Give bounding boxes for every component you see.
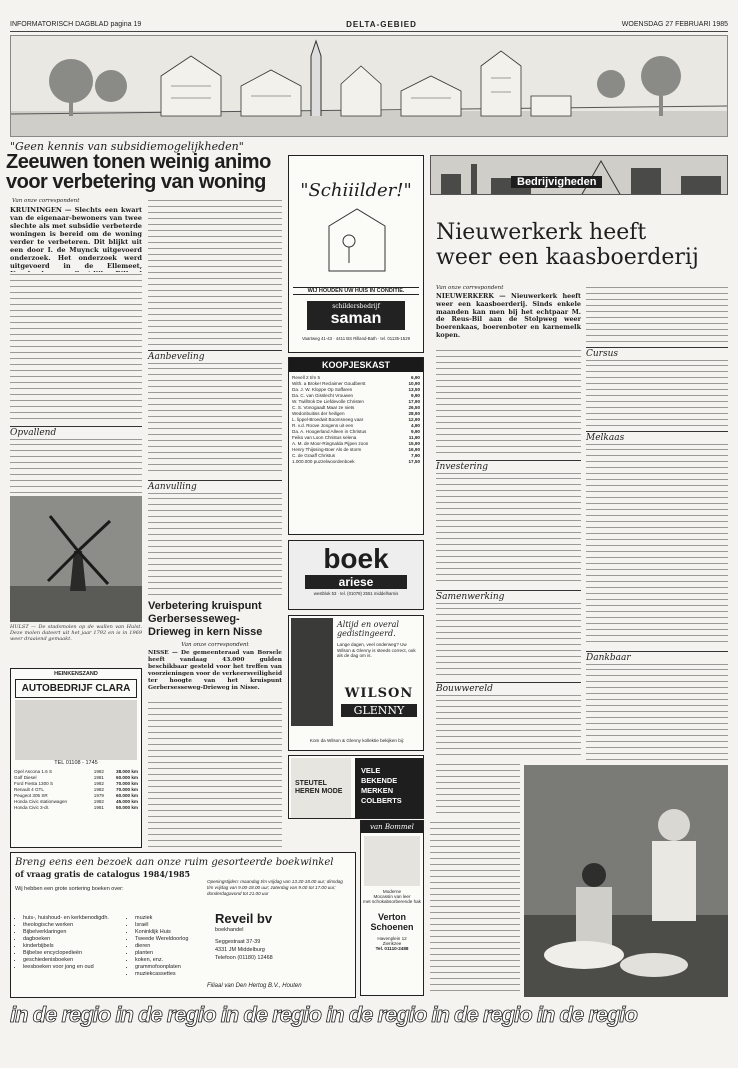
car-model: Golf Diesel	[14, 775, 37, 780]
section-heading-bouwwereld: Bouwwereld	[436, 682, 581, 696]
article1-body-col2b	[148, 366, 282, 476]
koopjeskast-title: KOOPJESKAST	[289, 358, 423, 372]
car-model: Renault 4 GTL	[14, 787, 44, 792]
header-section: DELTA-GEBIED	[346, 20, 417, 29]
book-category: • planten	[135, 950, 207, 957]
saman-quote: "Schiiilder!"	[300, 180, 412, 201]
car-year: 1982	[93, 787, 104, 792]
reveil-branch: Filiaal van Den Hertog B.V., Houten	[207, 983, 302, 989]
book-category: • dieren	[135, 943, 207, 950]
koopjeskast-item-title: L. lippel-Broedwit Boomsneeg vaar	[292, 417, 364, 422]
heren-store-name: STEUTEL HEREN MODE	[295, 780, 343, 795]
boek-word: boek	[323, 543, 389, 574]
koopjeskast-item-title: Da. C. van Gisslecht Vrouwen	[292, 393, 354, 398]
saman-address: Vaartweg 41-43 · 4411 BS Rilland-Bath · tel. 01135-1529	[302, 336, 410, 341]
cheese-farmers-photo-icon	[524, 765, 728, 997]
steutel-heren-mode-ad	[288, 755, 424, 819]
reveil-list-2	[127, 915, 207, 978]
reveil-catalog: of vraag gratis de catalogus 1984/1985	[15, 869, 191, 879]
section-heading-cursus: Cursus	[586, 347, 728, 361]
section-heading-melkaas: Melkaas	[586, 431, 728, 445]
section-heading-aanvulling: Aanvulling	[148, 480, 282, 494]
wilson-body: Lange dagen, veel onderweg? Uw Wilson & Glenny is steeds correct, ook als de dag om is.	[337, 642, 416, 659]
book-category: • Bijbelverklaringen	[23, 929, 125, 936]
article1-kicker: "Geen kennis van subsidiemogelijkheden"	[10, 140, 244, 153]
book-category: • geschiedenisboeken	[23, 957, 125, 964]
schildersbedrijf-saman-ad	[288, 155, 424, 353]
section-heading-dankbaar: Dankbaar	[586, 651, 728, 665]
car-price: 60.000 km	[116, 793, 138, 798]
clara-name: AUTOBEDRIJF CLARA	[15, 679, 137, 698]
koopjeskast-item-price: 9,90	[411, 429, 420, 434]
article2-headline: Verbetering kruispunt Gerbersesseweg-Drieweg in kern Nisse	[148, 600, 263, 638]
book-category: • Bijbelse encyclopedieën	[23, 950, 125, 957]
book-category: • grammofoonplaten	[135, 964, 207, 971]
clara-phone: TEL 01108 - 1745	[54, 760, 98, 766]
reveil-address-2: 4331 JM Middelburg	[215, 947, 265, 953]
man-in-suit-illustration	[291, 618, 333, 726]
article3-headline-line-1: Nieuwerkerk heeft	[436, 220, 647, 245]
windmill-photo-caption: HULST — De stadsmolen op de wallen van Hulst. Deze molen dateert uit het jaar 1792 en is in 1969 weer draaiend gemaakt.	[10, 624, 142, 643]
wilson-glenny-ad	[288, 615, 424, 751]
book-category: • Koninklijk Huis	[135, 929, 207, 936]
article3-lead: NIEUWERKERK — Nieuwerkerk heeft weer een kaasboerderij. Sinds enkele maanden kan men bij het echtpaar M. de Reus-Bil aan de Stolpweg weer boerenkaas, boerenboter en karnemelk kopen.	[436, 292, 581, 339]
verton-name: Verton Schoenen	[370, 912, 414, 932]
headline-line-1: Zeeuwen tonen weinig animo	[6, 151, 271, 173]
delta-gebied-banner-illustration	[10, 35, 728, 137]
book-category: • muziekcassettes	[135, 971, 207, 978]
verton-phone: Tel. 01110-2488	[375, 946, 409, 951]
windmill-icon	[10, 496, 142, 622]
koopjeskast-item-price: 11,90	[408, 435, 420, 440]
car-price: 70.000 km	[116, 787, 138, 792]
reveil-headline: Breng eens een bezoek aan onze ruim gesorteerde boekwinkel	[15, 857, 334, 868]
article3-body-f	[586, 363, 728, 427]
car-year: 1979	[93, 793, 104, 798]
reveil-name: Reveil bv	[215, 911, 273, 926]
car-year: 1982	[93, 781, 104, 786]
car-model: Opel Ascona 1.6 S	[14, 769, 53, 774]
verton-line1: Moderne	[382, 889, 402, 894]
car-price: 50.000 km	[116, 805, 138, 810]
koopjeskast-item-title: R. v.d. Roove Jongens uit een	[292, 423, 354, 428]
reveil-list-1	[15, 915, 125, 971]
in-de-regio-footer: in de regio in de regio in de regio in de regio in de regio in de regio	[10, 1002, 637, 1027]
koopjeskast-item-title: Da. J. W. Kloppe Op Saffaren	[292, 387, 353, 392]
windmill-photo	[10, 496, 142, 622]
koopjeskast-item-title: Revell 2 t/m 5	[292, 375, 321, 380]
landscape-drawing-icon	[11, 36, 728, 137]
reveil-hours: Openingstijden: maandag t/m vrijdag van 13.30-18.00 uur; dinsdag t/m vrijdag van 9.00-18.00 uur; zaterdag van 9.00 tot 17.00 uur; donderdagavond tot 21.00 uur	[207, 879, 343, 896]
article1-byline: Van onze correspondent	[12, 198, 80, 204]
koopjeskast-item-title: C. S. Vonogaadt Maar ze niets	[292, 405, 355, 410]
car-year: 1981	[93, 775, 104, 780]
article3-headline-line-2: weer een kaasboerderij	[436, 245, 699, 270]
article3-byline: Van onze correspondent	[436, 285, 504, 291]
car-model: Peugeot 305 SR	[14, 793, 48, 798]
reveil-sub: boekhandel	[215, 927, 244, 933]
verton-line2: Mocassin van leer	[373, 894, 411, 899]
koopjeskast-item-price: 28,90	[408, 411, 420, 416]
book-category: • koken, enz.	[135, 957, 207, 964]
reveil-address-1: Seggestraat 37-39	[215, 939, 261, 945]
reveil-boekhandel-ad	[10, 852, 356, 998]
wilson-brand-1: WILSON	[344, 686, 414, 701]
car-year: 1982	[93, 799, 104, 804]
section-heading-opvallend: Opvallend	[10, 426, 142, 440]
car-price: 45.000 km	[116, 799, 138, 804]
saman-logo-small: schildersbedrijf	[332, 303, 380, 310]
koopjeskast-item-title: W. Twilltrok De Liefdevolle Christen	[292, 399, 364, 404]
article3-headline	[436, 220, 728, 270]
clara-location: HEINKENSZAND	[54, 671, 98, 677]
car-price: 70.000 km	[116, 781, 138, 786]
car-price: 38.000 km	[116, 769, 138, 774]
ariese-word: ariese	[305, 575, 407, 589]
koopjeskast-item	[289, 459, 423, 465]
painter-sketch-icon	[289, 201, 424, 281]
book-category: • huis-, huishoud- en kerkbenodigdh.	[23, 915, 125, 922]
article1-lead: KRUININGEN — Slechts een kwart van de eigenaar-bewoners van twee slechte als met subsidie verbeterde woningen is bereid om de woning verder te verbeteren. Dit blijkt uit een door I. de Muynck uitgevoerd onderzoek. Het onderzoek werd uitgevoerd in de Ellemeet,	[10, 206, 142, 270]
car-price: 60.000 km	[116, 775, 138, 780]
koopjeskast-item-price: 10,90	[408, 381, 420, 386]
reveil-phone: Telefoon (01180) 12468	[215, 955, 273, 961]
verton-schoenen-ad	[360, 820, 424, 996]
car-illustration	[15, 700, 137, 760]
article1-body-col2c	[148, 496, 282, 596]
verton-line3: met schokabsorberende hak	[363, 899, 421, 904]
header-left: INFORMATORISCH DAGBLAD pagina 19	[10, 21, 142, 28]
koopjeskast-ad	[288, 357, 424, 535]
koopjeskast-item-title: Henry Thijssing-Boer Als de storm	[292, 447, 362, 452]
bedrijvigheden-label: Bedrijvigheden	[511, 176, 602, 188]
car-listing	[11, 805, 141, 811]
section-heading-samenwerking: Samenwerking	[436, 590, 581, 604]
saman-slogan: WIJ HOUDEN UW HUIS IN CONDITIE.	[293, 287, 419, 295]
article3-body-j	[430, 820, 520, 996]
article3-body-a	[436, 348, 581, 456]
car-year: 1982	[93, 769, 104, 774]
saman-logo-name: saman	[330, 310, 382, 327]
car-model: Honda Civic stationwagen	[14, 799, 68, 804]
article1-body-col1b	[10, 442, 142, 494]
boek-address: westblok 53 · tel. (01078) 2551 middelharnis	[313, 591, 399, 596]
koopjeskast-item-price: 9,90	[411, 393, 420, 398]
saman-logo	[307, 301, 405, 330]
article2-lead: NISSE — De gemeenteraad van Borsele heeft vandaag 43.000 gulden beschikbaar gesteld voor het treffen van voorzieningen voor de verkeersveiligheid ter hoogte van het kruispunt Gerbersesseweg-Drieweg in Nisse.	[148, 650, 282, 691]
book-category: • Israël	[135, 922, 207, 929]
book-category: • muziek	[135, 915, 207, 922]
koopjeskast-item-price: 7,90	[411, 453, 420, 458]
book-category: • dagboeken	[23, 936, 125, 943]
wilson-brand-2: GLENNY	[341, 704, 417, 717]
shoe-illustration	[364, 836, 420, 886]
koopjeskast-item-price: 12,90	[408, 417, 420, 422]
article2-byline: Van onze correspondent	[181, 642, 249, 648]
koopjeskast-item-title: 1.000.000 puzzelwoordenboek	[292, 459, 355, 464]
section-heading-aanbeveling: Aanbeveling	[148, 350, 282, 364]
koopjeskast-item-price: 16,90	[408, 447, 420, 452]
book-category: • Tweede Wereldoorlog	[135, 936, 207, 943]
wilson-text-1: Altijd en overal	[337, 620, 399, 629]
koopjeskast-item-price: 26,50	[408, 405, 420, 410]
wilson-text-2: gedistingeerd.	[337, 629, 396, 638]
kaasboerderij-photo	[524, 765, 728, 997]
headline-line-2: voor verbetering van woning	[6, 171, 266, 193]
wilson-tagline	[337, 620, 421, 638]
clara-car-list	[11, 769, 141, 811]
article3-body-e	[586, 285, 728, 343]
koopjeskast-list	[289, 372, 423, 465]
koopjeskast-item-title: With. a Broke! Reclaimer Goudberst	[292, 381, 366, 386]
koopjeskast-item-price: 15,90	[408, 441, 420, 446]
car-year: 1981	[93, 805, 104, 810]
article1-body-col2	[148, 198, 282, 346]
verton-address: Havenplein 12	[377, 936, 407, 941]
page-header	[10, 18, 728, 32]
book-category: • leesboeken voor jong en oud	[23, 964, 125, 971]
koopjeskast-item-price: 6,90	[411, 375, 420, 380]
article3-body-d	[436, 698, 581, 758]
car-model: Ford Fiesta 1300 S	[14, 781, 54, 786]
section-heading-investering: Investering	[436, 460, 581, 474]
koopjeskast-item-price: 4,90	[411, 423, 420, 428]
koopjeskast-item-title: Feiko van Loon Christus selena	[292, 435, 357, 440]
autobedrijf-clara-ad	[10, 668, 142, 848]
article3-body-g	[586, 447, 728, 647]
article3-body-c	[436, 606, 581, 678]
koopjeskast-item-price: 13,50	[408, 387, 420, 392]
header-date: WOENSDAG 27 FEBRUARI 1985	[621, 21, 728, 28]
article3-body-h	[586, 667, 728, 761]
article3-body-b	[436, 476, 581, 586]
wilson-caption: Kom da Wilson & Glenny kollektie bekijken bij:	[309, 738, 405, 743]
article1-headline	[6, 152, 286, 192]
heren-brands: VELE BEKENDE MERKEN COLBERTS	[355, 758, 423, 818]
bedrijvigheden-banner	[430, 155, 728, 195]
article2-body	[148, 700, 282, 848]
article3-body-i	[436, 762, 520, 816]
koopjeskast-item-title: Wedonbuitiss der heiligen	[292, 411, 345, 416]
article1-body-col1	[10, 272, 142, 422]
book-category: • kinderbijbels	[23, 943, 125, 950]
koopjeskast-item-title: C. de Graaff Christus	[292, 453, 336, 458]
boek-ariese-ad	[288, 540, 424, 610]
koopjeskast-item-title: Da. A. Hoogerland Alleen in Christus	[292, 429, 367, 434]
reveil-intro: Wij hebben een grote sortering boeken over:	[15, 886, 124, 892]
verton-city: Zierikzee	[382, 941, 402, 946]
book-category: • theologische werken	[23, 922, 125, 929]
koopjeskast-item-title: A. M. de Moor-Ringnalda Pijpen zoon	[292, 441, 369, 446]
car-model: Honda Civic 3-dr.	[14, 805, 50, 810]
koopjeskast-item-price: 17,90	[408, 399, 420, 404]
koopjeskast-item-price: 17,50	[408, 459, 420, 464]
van-bommel-brand: van Bommel	[361, 821, 423, 833]
